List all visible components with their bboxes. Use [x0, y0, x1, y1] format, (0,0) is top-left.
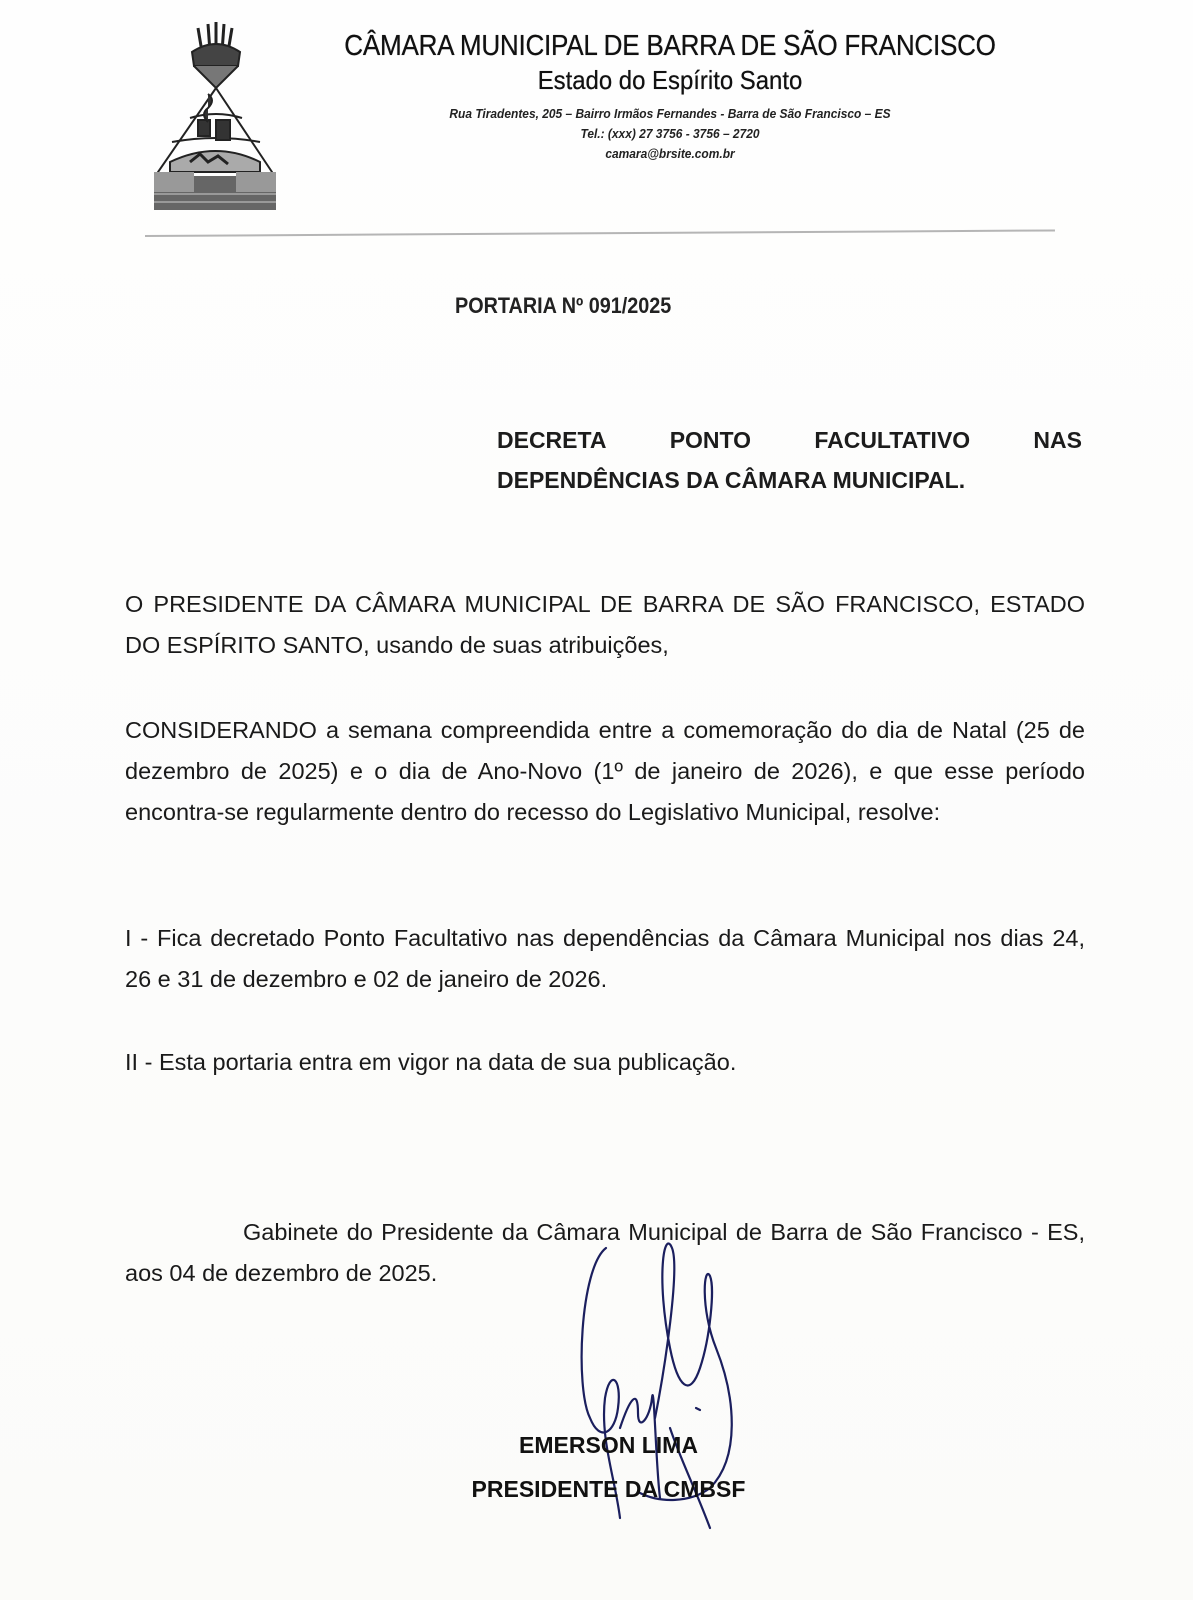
article-2: II - Esta portaria entra em vigor na data de sua publicação.	[125, 1049, 737, 1075]
signatory-name: EMERSON LIMA	[519, 1432, 698, 1458]
ementa-word: DECRETA	[497, 427, 607, 453]
closing-paragraph: Gabinete do Presidente da Câmara Municipal de Barra de São Francisco - ES, aos 04 de dezembro de 2025.	[125, 1219, 1085, 1286]
ementa-word: FACULTATIVO	[814, 427, 971, 453]
letterhead	[300, 30, 1040, 164]
header-divider	[145, 229, 1055, 237]
ementa	[497, 420, 1082, 500]
document-title: PORTARIA Nº 091/2025	[455, 293, 672, 318]
ementa-word: NAS	[1033, 427, 1082, 453]
article-1: I - Fica decretado Ponto Facultativo nas dependências da Câmara Municipal nos dias 24, 26 e 31 de dezembro e 02 de janeiro de 2026.	[125, 925, 1085, 992]
state-name: Estado do Espírito Santo	[537, 65, 803, 95]
email: camara@brsite.com.br	[605, 146, 735, 161]
ementa-line-2: DEPENDÊNCIAS DA CÂMARA MUNICIPAL.	[497, 467, 966, 493]
institution-name: CÂMARA MUNICIPAL DE BARRA DE SÃO FRANCISCO	[344, 30, 996, 62]
address: Rua Tiradentes, 205 – Bairro Irmãos Fernandes - Barra de São Francisco – ES	[449, 106, 891, 121]
phone: Tel.: (xxx) 27 3756 - 3756 – 2720	[580, 126, 760, 141]
ementa-word: PONTO	[669, 427, 752, 453]
considerando-paragraph: CONSIDERANDO a semana compreendida entre a comemoração do dia de Natal (25 de dezembro de 2025) e o dia de Ano-Novo (1º de janeiro de 2026), e que esse período encontra-se regularmente dentro do recesso do Legislativo Municipal, resolve:	[125, 717, 1085, 825]
preamble-paragraph: O PRESIDENTE DA CÂMARA MUNICIPAL DE BARRA DE SÃO FRANCISCO, ESTADO DO ESPÍRITO SANTO, usando de suas atribuições,	[125, 591, 1085, 658]
coat-of-arms-icon	[150, 22, 280, 214]
signatory-role: PRESIDENTE DA CMBSF	[471, 1476, 746, 1502]
